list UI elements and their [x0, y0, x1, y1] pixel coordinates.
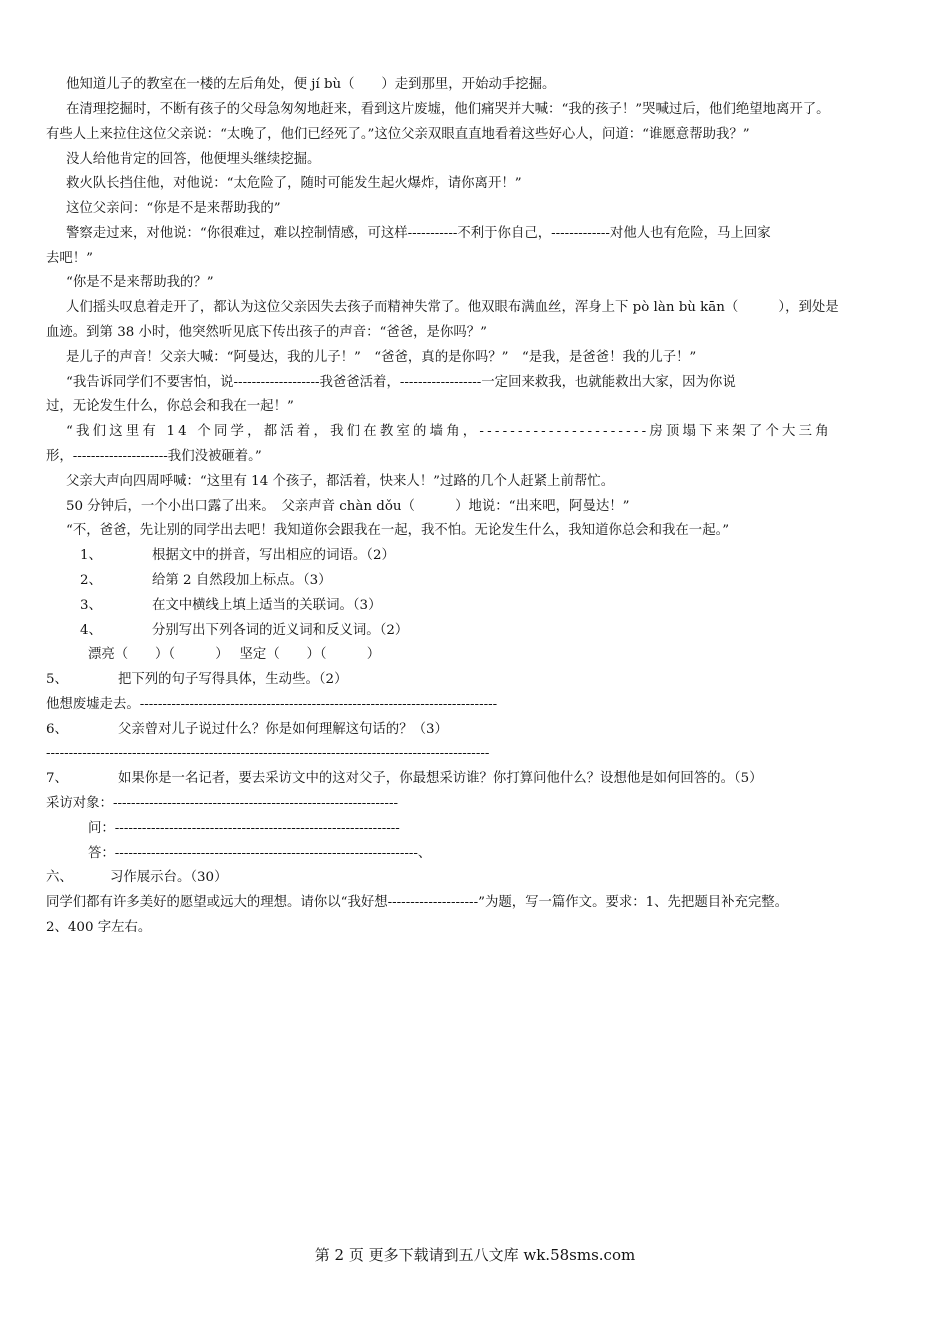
question-number: 5、 [46, 672, 68, 687]
question-number: 7、 [46, 771, 68, 786]
question-number: 4、 [80, 623, 102, 638]
passage-line: 在清理挖掘时，不断有孩子的父母急匆匆地赶来，看到这片废墟，他们痛哭并大喊：“我的孩子！”哭喊过后，他们绝望地离开了。 [66, 102, 830, 117]
answer-line: -------------------------------------------------------------------------------------------------- [46, 746, 490, 761]
question-text: 如果你是一名记者，要去采访文中的这对父子，你最想采访谁？你打算问他什么？设想他是如何回答的。（5） [118, 771, 763, 786]
passage-line: 去吧！” [46, 251, 94, 266]
interview-answer-line: 答：-------------------------------------------------------------------、 [88, 846, 432, 861]
interview-target-line: 采访对象：--------------------------------------------------------------- [46, 796, 399, 811]
passage-line: “我告诉同学们不要害怕，说-------------------我爸爸活着，------------------一定回来救我，也就能救出大家，因为你说 [66, 375, 736, 390]
passage-line: 50 分钟后，一个小出口露了出来。 父亲声音 chàn dǒu（ ）地说：“出来吧，阿曼达！” [66, 499, 630, 514]
passage-line: 血迹。到第 38 小时，他突然听见底下传出孩子的声音：“爸爸，是你吗？” [46, 325, 487, 340]
passage-line: 这位父亲问：“你是不是来帮助我的” [66, 201, 281, 216]
section-number: 六、 [46, 870, 73, 885]
passage-line: 没人给他肯定的回答，他便埋头继续挖掘。 [66, 152, 321, 167]
passage-line: “你是不是来帮助我的？” [66, 275, 214, 290]
passage-line: “我们这里有 14 个同学，都活着，我们在教室的墙角，----------------------房顶塌下来架了个大三角 [66, 424, 832, 439]
answer-line: 他想废墟走去。------------------------------------------------------------------------------- [46, 697, 498, 712]
passage-line: 过，无论发生什么，你总会和我在一起！” [46, 399, 294, 414]
composition-requirement: 2、400 字左右。 [46, 920, 152, 935]
question-text: 把下列的句子写得具体，生动些。（2） [118, 672, 348, 687]
question-text: 根据文中的拼音，写出相应的词语。（2） [152, 548, 395, 563]
question-number: 3、 [80, 598, 102, 613]
passage-line: 有些人上来拉住这位父亲说：“太晚了，他们已经死了。”这位父亲双眼直直地看着这些好心人，问道：“谁愿意帮助我？” [46, 127, 750, 142]
passage-line: 父亲大声向四周呼喊：“这里有 14 个孩子，都活着，快来人！”过路的几个人赶紧上前帮忙。 [66, 474, 615, 489]
question-number: 1、 [80, 548, 102, 563]
passage-line: 是儿子的声音！父亲大喊：“阿曼达，我的儿子！” “爸爸，真的是你吗？” “是我，是爸爸！我的儿子！” [66, 350, 697, 365]
answer-blanks: 漂亮（ ）（ ） 坚定（ ）（ ） [88, 647, 381, 662]
passage-line: “不，爸爸，先让别的同学出去吧！我知道你会跟我在一起，我不怕。无论发生什么，我知道你总会和我在一起。” [66, 523, 730, 538]
interview-question-line: 问：--------------------------------------------------------------- [88, 821, 400, 836]
question-text: 分别写出下列各词的近义词和反义词。（2） [152, 623, 409, 638]
section-title: 习作展示台。（30） [110, 870, 228, 885]
question-number: 2、 [80, 573, 102, 588]
passage-line: 他知道儿子的教室在一楼的左后角处，便 jí bù（ ）走到那里，开始动手挖掘。 [66, 77, 556, 92]
page-footer: 第 2 页 更多下载请到五八文库 wk.58sms.com [314, 1246, 636, 1264]
passage-line: 救火队长挡住他，对他说：“太危险了，随时可能发生起火爆炸，请你离开！” [66, 176, 522, 191]
passage-line: 形，---------------------我们没被砸着。” [46, 449, 262, 464]
composition-prompt: 同学们都有许多美好的愿望或远大的理想。请你以“我好想--------------------”为题，写一篇作文。要求：1、先把题目补充完整。 [46, 895, 789, 910]
passage-line: 人们摇头叹息着走开了，都认为这位父亲因失去孩子而精神失常了。他双眼布满血丝，浑身上下 pò làn bù kān（ ），到处是 [66, 300, 839, 315]
question-text: 给第 2 自然段加上标点。（3） [152, 573, 332, 588]
question-text: 父亲曾对儿子说过什么？你是如何理解这句话的？（3） [118, 722, 448, 737]
question-number: 6、 [46, 722, 68, 737]
passage-line: 警察走过来，对他说：“你很难过，难以控制情感，可这样-----------不利于你自己，-------------对他人也有危险，马上回家 [66, 226, 771, 241]
question-text: 在文中横线上填上适当的关联词。（3） [152, 598, 382, 613]
